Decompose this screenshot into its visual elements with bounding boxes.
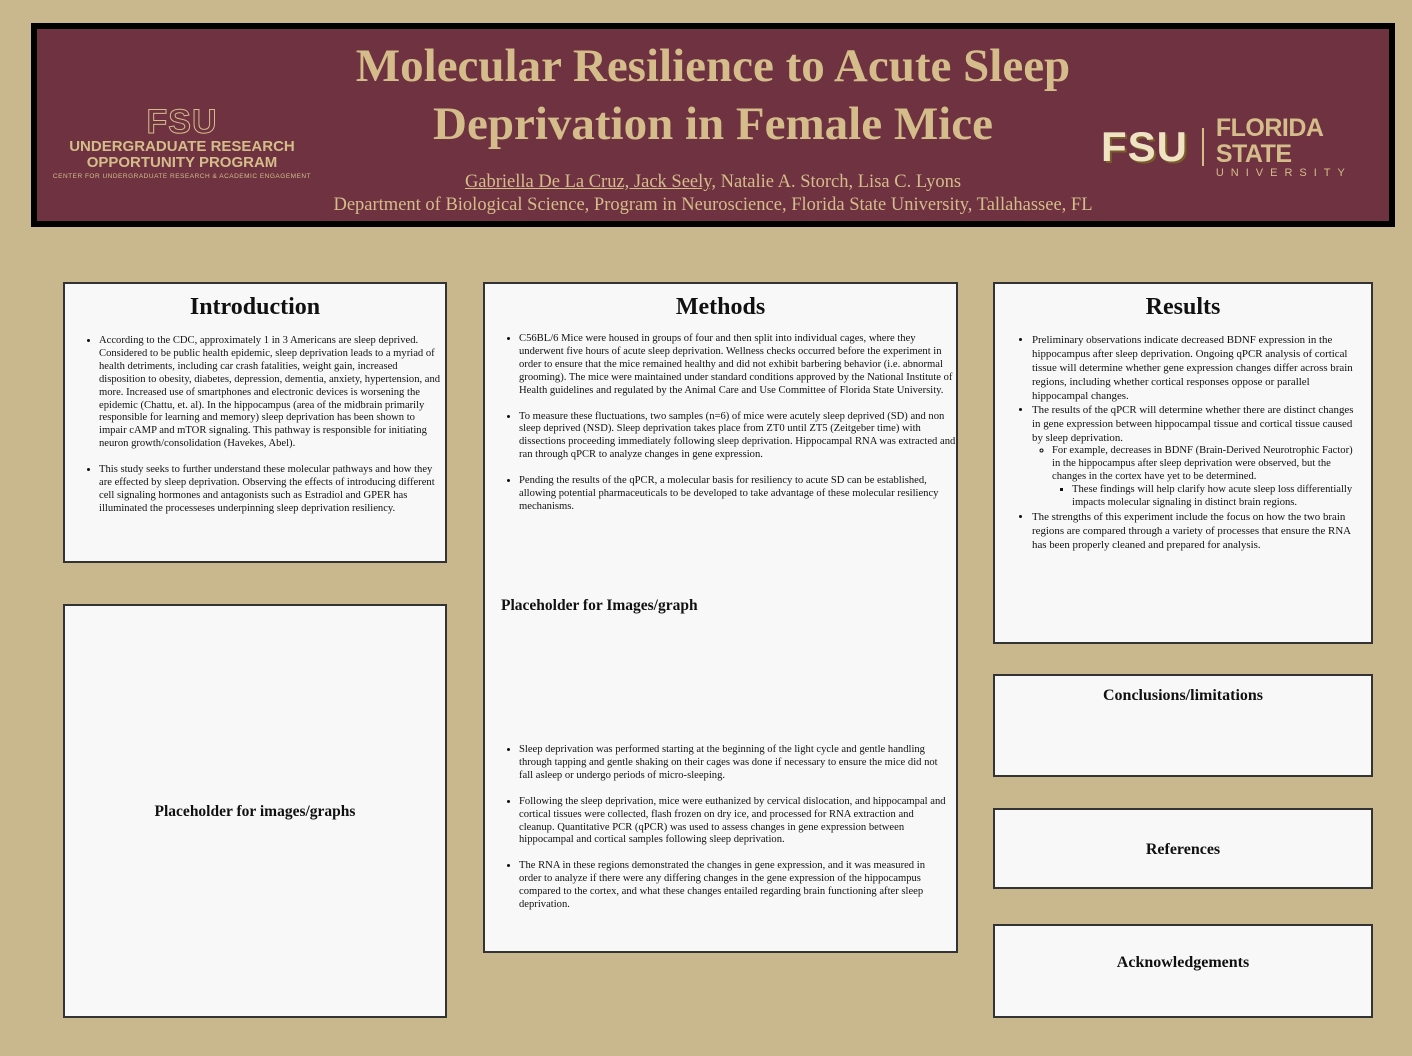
header-inner — [37, 29, 1389, 221]
list-item: • C56BL/6 Mice were housed in groups of four and then split into individual cages, where they underwent five hours of acute sleep deprivation. Wellness checks occurred before the experiment in order to ensure that the mice remained healthy and did not exhibit barbering behavior (i.e. abnormal grooming). The mice were maintained under standard conditions approved by the National Institute of Health guidelines and regulated by the Animal Care and Use Committee of Florida State University. — [519, 333, 956, 398]
conclusions-heading: Conclusions/limitations — [1102, 687, 1264, 704]
fsu-logo — [1101, 114, 1389, 179]
list-item: • According to the CDC, approximately 1 in 3 Americans are sleep deprived. Considered to be public health epidemic, sleep deprivation leads to a myriad of health detriments, including car crash fatalities, weight gain, increased disposition to obesity, diabetes, depression, dementia, anxiety, hypertension, and more. Increased use of smartphones and electronic devices is worsening the epidemic (Chattu, et. al). In the hippocampus (area of the midbrain primarily responsible for learning and memory) sleep deprivation has been shown to impair cAMP and mTOR signaling. This pathway is responsible for initiating neuron growth/consolidation (Havekes, Abel). — [99, 335, 445, 451]
authors-rest: Natalie A. Storch, Lisa C. Lyons — [715, 172, 962, 192]
introduction-list — [65, 335, 445, 516]
fsu-name: FLORIDA STATE — [1215, 114, 1323, 168]
affiliation: Department of Biological Science, Program in Neuroscience, Florida State University, Tallahassee, FL — [333, 195, 1093, 215]
authors-underlined: Gabriella De La Cruz, Jack Seely, — [464, 172, 716, 192]
introduction-panel — [63, 282, 447, 563]
references-panel — [993, 808, 1373, 889]
list-item-text: The results of the qPCR will determine whether there are distinct changes in gene expression between hippocampal tissue and cortical tissue caused by sleep deprivation. — [1032, 404, 1354, 444]
introduction-heading: Introduction — [189, 294, 321, 320]
acknowledgements-panel — [993, 924, 1373, 1018]
acknowledgements-heading: Acknowledgements — [1116, 954, 1250, 971]
list-item: • This study seeks to further understand these molecular pathways and how they are effected by sleep deprivation. Observing the effects of introducing different cell signaling hormones and antagonists such as Estradiol and GPER has illuminated the processeses underpinning sleep deprivation resiliency. — [99, 464, 445, 516]
logo-divider — [1202, 128, 1204, 166]
fsu-sub: UNIVERSITY — [1215, 167, 1352, 179]
list-item — [1052, 445, 1359, 510]
urop-line1: UNDERGRADUATE RESEARCH — [69, 138, 295, 155]
fsu-wordmark — [1216, 115, 1389, 179]
references-heading: References — [1145, 841, 1221, 858]
fsu-mark-right: FSU — [1101, 123, 1188, 170]
list-item: ▪ These findings will help clarify how acute sleep loss differentially impacts molecular signaling in distinct brain regions. — [1072, 484, 1359, 510]
list-item: • To measure these fluctuations, two samples (n=6) of mice were acutely sleep deprived (SD) and non sleep deprived (NSD). Sleep deprivation takes place from ZT0 until ZT5 (Zeitgeber time) with dissections proceeding immediately following sleep deprivation. Hippocampal RNA was extracted and ran through qPCR to analyze changes in gene expression. — [519, 411, 956, 463]
images-placeholder-panel — [63, 604, 447, 1018]
list-item — [1032, 403, 1359, 510]
urop-line3: CENTER FOR UNDERGRADUATE RESEARCH & ACADEMIC ENGAGEMENT — [52, 173, 312, 180]
methods-panel — [483, 282, 958, 953]
header-banner — [31, 23, 1395, 227]
results-heading: Results — [1145, 294, 1221, 320]
methods-placeholder-text: Placeholder for Images/graph — [501, 597, 698, 614]
methods-heading: Methods — [675, 294, 766, 320]
list-item: • Following the sleep deprivation, mice were euthanized by cervical dislocation, and hippocampal and cortical tissues were collected, flash frozen on dry ice, and processed for RNA extraction and cleanup. Quantitative PCR (qPCR) was used to assess changes in gene expression between hippocampal and cortical samples following sleep deprivation. — [519, 796, 946, 848]
list-item: • Preliminary observations indicate decreased BDNF expression in the hippocampus after sleep deprivation. Ongoing qPCR analysis of cortical tissue will determine whether gene expression changes differ across brain regions, including whether cortical responses oppose or parallel hippocampal changes. — [1032, 333, 1359, 403]
title-line1: Molecular Resilience to Acute Sleep — [355, 40, 1071, 92]
list-item: • The strengths of this experiment include the focus on how the two brain regions are compared through a variety of processes that ensure the RNA has been properly cleaned and prepared for analysis. — [1032, 510, 1359, 552]
results-sublist — [1032, 445, 1359, 510]
urop-line2: OPPORTUNITY PROGRAM — [86, 154, 278, 171]
methods-list-top — [485, 333, 956, 514]
list-item: • The RNA in these regions demonstrated the changes in gene expression, and it was measured in order to analyze if there were any differing changes in the gene expression of the hippocampus compared to the cortex, and what these changes entailed regarding brain functioning after sleep deprivation. — [519, 860, 946, 912]
results-panel — [993, 282, 1373, 644]
list-item: • Sleep deprivation was performed starting at the beginning of the light cycle and gentle handling through tapping and gentle shaking on their cages was done if necessary to ensure the mice did not fall asleep or undergo periods of micro-sleeping. — [519, 744, 946, 783]
results-subsublist — [1052, 484, 1359, 510]
fsu-mark-left: FSU — [146, 103, 218, 141]
list-item-text: For example, decreases in BDNF (Brain-Derived Neurotrophic Factor) in the hippocampus after sleep deprivation were observed, but the changes in the cortex have yet to be determined. — [1052, 445, 1353, 482]
title-line2: Deprivation in Female Mice — [433, 98, 993, 150]
images-placeholder-text: Placeholder for images/graphs — [154, 803, 356, 820]
results-list — [995, 333, 1371, 552]
methods-list-bottom — [485, 744, 946, 925]
authors — [37, 171, 1389, 194]
conclusions-panel — [993, 674, 1373, 777]
list-item: • Pending the results of the qPCR, a molecular basis for resiliency to acute SD can be established, allowing potential pharmaceuticals to be developed to take advantage of these molecular resiliency mechanisms. — [519, 475, 956, 514]
